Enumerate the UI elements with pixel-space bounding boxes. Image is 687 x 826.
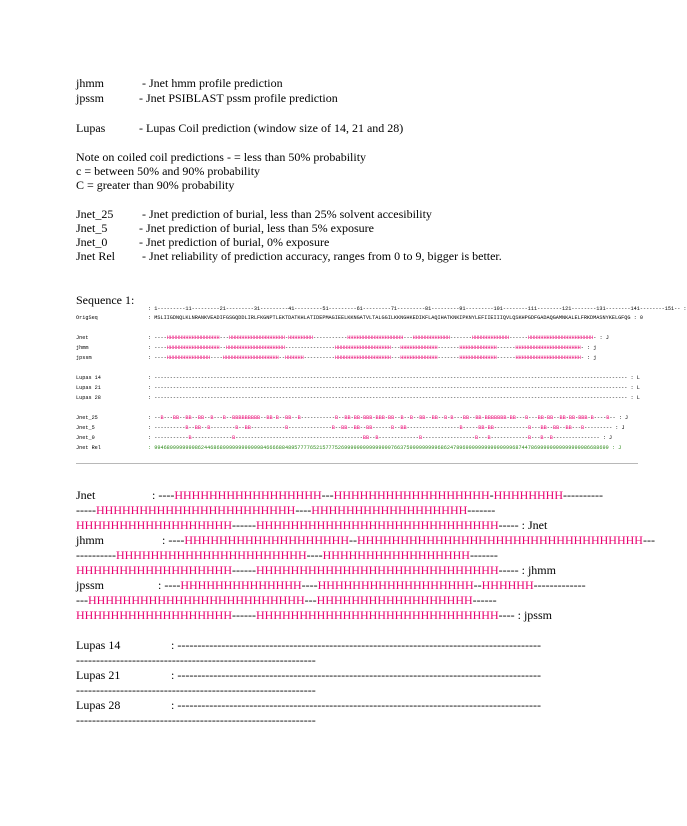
- row-seq: : ----HHHHHHHHHHHHHH----HHHHHHHHHHHHHHHHHH--HHHHHH----------HHHHHHHHHHHHHHHHHH---HHHHHHHHHHHH-------HHHHHHHHHHHH------HHHHHHHHHHHHHHHHHHHHH- : j: [148, 355, 597, 361]
- block-text: : -------------------------------------------------------------------------------------------: [171, 698, 541, 712]
- block-lupas21-line-1: [76, 668, 541, 682]
- block-label: jhmm: [76, 533, 105, 547]
- block-label: jpssm: [76, 578, 105, 592]
- legend-desc: - Lupas Coil prediction (window size of 14, 21 and 28): [139, 121, 404, 135]
- block-jpssm-line-2: ---HHHHHHHHHHHHHHHHHHHHHHHHH---HHHHHHHHHHHHHHHHHH------: [76, 593, 497, 607]
- alignment-panel: [76, 300, 687, 468]
- legend-note-1: Note on coiled coil predictions - = less than 50% probability: [76, 150, 367, 164]
- block-text: : -------------------------------------------------------------------------------------------: [171, 638, 541, 652]
- row-seq: : ----HHHHHHHHHHHHHHHHH--HHHHHHHHHHHHHHHHHHH----------------HHHHHHHHHHHHHHHHHH---HHHHHHHHHHHH-------HHHHHHHHHHHH------HHHHHHHHHHHHHHHHHHHHH- : j: [148, 345, 597, 351]
- block-jpssm-line-3: HHHHHHHHHHHHHHHHHH------HHHHHHHHHHHHHHHHHHHHHHHHHHHH---- : jpssm: [76, 608, 552, 622]
- legend-desc: - Jnet prediction of burial, less than 5% exposure: [139, 221, 374, 235]
- row-seq: : -------------------------------------------------------------------------------------------------------------------------------------------------------- : L: [148, 385, 640, 391]
- block-label: Lupas 14: [76, 638, 121, 652]
- row-seq: : ----HHHHHHHHHHHHHHHHH---HHHHHHHHHHHHHHHHHH-HHHHHHHH-----------HHHHHHHHHHHHHHHHHH---HHHHHHHHHHHH-------HHHHHHHHHHHH------HHHHHHHHHHHHHHHHHHHHH- : J: [148, 335, 609, 341]
- legend-lupas: [76, 121, 403, 135]
- row-seq: : -----------B-------------B-----------------------------------------BB--B-------------B-----------------B---B------------B---B--B--------------- : J: [148, 435, 613, 441]
- row-label: Lupas 21: [76, 385, 101, 391]
- row-seq: : ----------B--BB--B--------B--BB-----------B--------------B--BB--BB--BB------B--BB-----------------B-----BB-BB-----------B---BB--BB--BB---B--------- : J: [148, 425, 625, 431]
- row-label: jpssm: [76, 355, 92, 361]
- legend-note-2: c = between 50% and 90% probability: [76, 164, 261, 178]
- block-lupas28-line-1: [76, 698, 541, 712]
- block-text: : -------------------------------------------------------------------------------------------: [171, 668, 541, 682]
- legend-key: jhmm: [76, 76, 105, 90]
- row-label: Jnet Rel: [76, 445, 101, 451]
- row-label: Jnet_0: [76, 435, 95, 441]
- legend-key: Jnet Rel: [76, 249, 115, 263]
- row-seq: : -------------------------------------------------------------------------------------------------------------------------------------------------------- : L: [148, 395, 640, 401]
- row-seq: : MSLIIGDNQLKLNRANKVEADIFGSGQDDLIRLFKGNPTLEKTDATKHLATIDEPMAGIEELKKNGATVLTALGGILKKNGHKEDIKFLAQIHATKNKIPKNYLEFIIEIIIQVLQSKHPGDFGADAQGAMNKALELFRKDMASNYKELGFQG : 0: [148, 315, 643, 321]
- legend-jnet5: [76, 221, 374, 235]
- legend-jnetrel: [76, 249, 502, 263]
- legend-desc: - Jnet PSIBLAST pssm profile prediction: [139, 91, 338, 105]
- row-label: Jnet: [76, 335, 89, 341]
- legend-jnet25: [76, 207, 432, 221]
- block-lupas14-line-2: ------------------------------------------------------------: [76, 653, 316, 667]
- legend-key: Lupas: [76, 121, 106, 135]
- row-label: Jnet_5: [76, 425, 95, 431]
- legend-key: Jnet_5: [76, 221, 108, 235]
- block-jhmm-line-1: [76, 533, 655, 547]
- block-jnet-line-2: -----HHHHHHHHHHHHHHHHHHHHHHH----HHHHHHHHHHHHHHHHHH-------: [76, 503, 496, 517]
- legend-key: Jnet_25: [76, 207, 114, 221]
- block-lupas28-line-2: ------------------------------------------------------------: [76, 713, 316, 727]
- legend-key: Jnet_0: [76, 235, 108, 249]
- legend-desc: - Jnet prediction of burial, 0% exposure: [139, 235, 330, 249]
- block-text: : ----HHHHHHHHHHHHHH----HHHHHHHHHHHHHHHHHH--HHHHHH-------------: [158, 578, 586, 592]
- row-label: Lupas 28: [76, 395, 101, 401]
- legend-desc: - Jnet prediction of burial, less than 25% solvent accesibility: [142, 207, 432, 221]
- block-jnet-line-1: [76, 488, 603, 502]
- legend-jpssm: [76, 91, 338, 105]
- row-label: OrigSeq: [76, 315, 98, 321]
- block-lupas21-line-2: ------------------------------------------------------------: [76, 683, 316, 697]
- block-lupas14-line-1: [76, 638, 541, 652]
- row-label: Jnet_25: [76, 415, 98, 421]
- block-jhmm-line-2: ----------HHHHHHHHHHHHHHHHHHHHHH----HHHHHHHHHHHHHHHHH-------: [76, 548, 498, 562]
- row-seq: : -------------------------------------------------------------------------------------------------------------------------------------------------------- : L: [148, 375, 640, 381]
- sequence-label: Sequence 1:: [76, 293, 135, 307]
- row-seq: : 99468999999998624468689999999999998466668848957777652157775269999999999999997663759999999996862478969999999999999996874478699999999999999986688699 : J: [148, 445, 622, 451]
- legend-jnet0: [76, 235, 329, 249]
- legend-key: jpssm: [76, 91, 105, 105]
- block-jnet-line-3: HHHHHHHHHHHHHHHHHH------HHHHHHHHHHHHHHHHHHHHHHHHHHHH----- : Jnet: [76, 518, 548, 532]
- row-seq: : --B---BB--BB--BB--B---B--BBBBBBBBB--BB-B--BB--B-----------B--BB-BB-BBB-BBB-BB--B--B--BB--BB--B-B---BB--BB-BBBBBBB-BB---B---BB-BB--BB-BB-BBB-B----B-- : J: [148, 415, 629, 421]
- row-label: jhmm: [76, 345, 89, 351]
- block-label: Lupas 28: [76, 698, 121, 712]
- row-label: Lupas 14: [76, 375, 101, 381]
- block-text: : ----HHHHHHHHHHHHHHHHHHH--HHHHHHHHHHHHHHHHHHHHHHHHHHHHHHHHH---: [162, 533, 655, 547]
- block-label: Jnet: [76, 488, 96, 502]
- block-jpssm-line-1: [76, 578, 586, 592]
- divider: [76, 463, 638, 464]
- legend-note-3: C = greater than 90% probability: [76, 178, 235, 192]
- block-text: : ----HHHHHHHHHHHHHHHHH---HHHHHHHHHHHHHHHHHH-HHHHHHHH----------: [152, 488, 603, 502]
- legend-desc: - Jnet reliability of prediction accuracy, ranges from 0 to 9, bigger is better.: [142, 249, 502, 263]
- legend-jhmm: [76, 76, 283, 90]
- block-label: Lupas 21: [76, 668, 121, 682]
- legend-desc: - Jnet hmm profile prediction: [142, 76, 283, 90]
- block-jhmm-line-3: HHHHHHHHHHHHHHHHHH------HHHHHHHHHHHHHHHHHHHHHHHHHHHH----- : jhmm: [76, 563, 556, 577]
- ruler: : 1---------11---------21---------31---------41---------51---------61---------71---------81---------91---------101--------111--------121--------131--------141--------151-- :: [148, 306, 687, 312]
